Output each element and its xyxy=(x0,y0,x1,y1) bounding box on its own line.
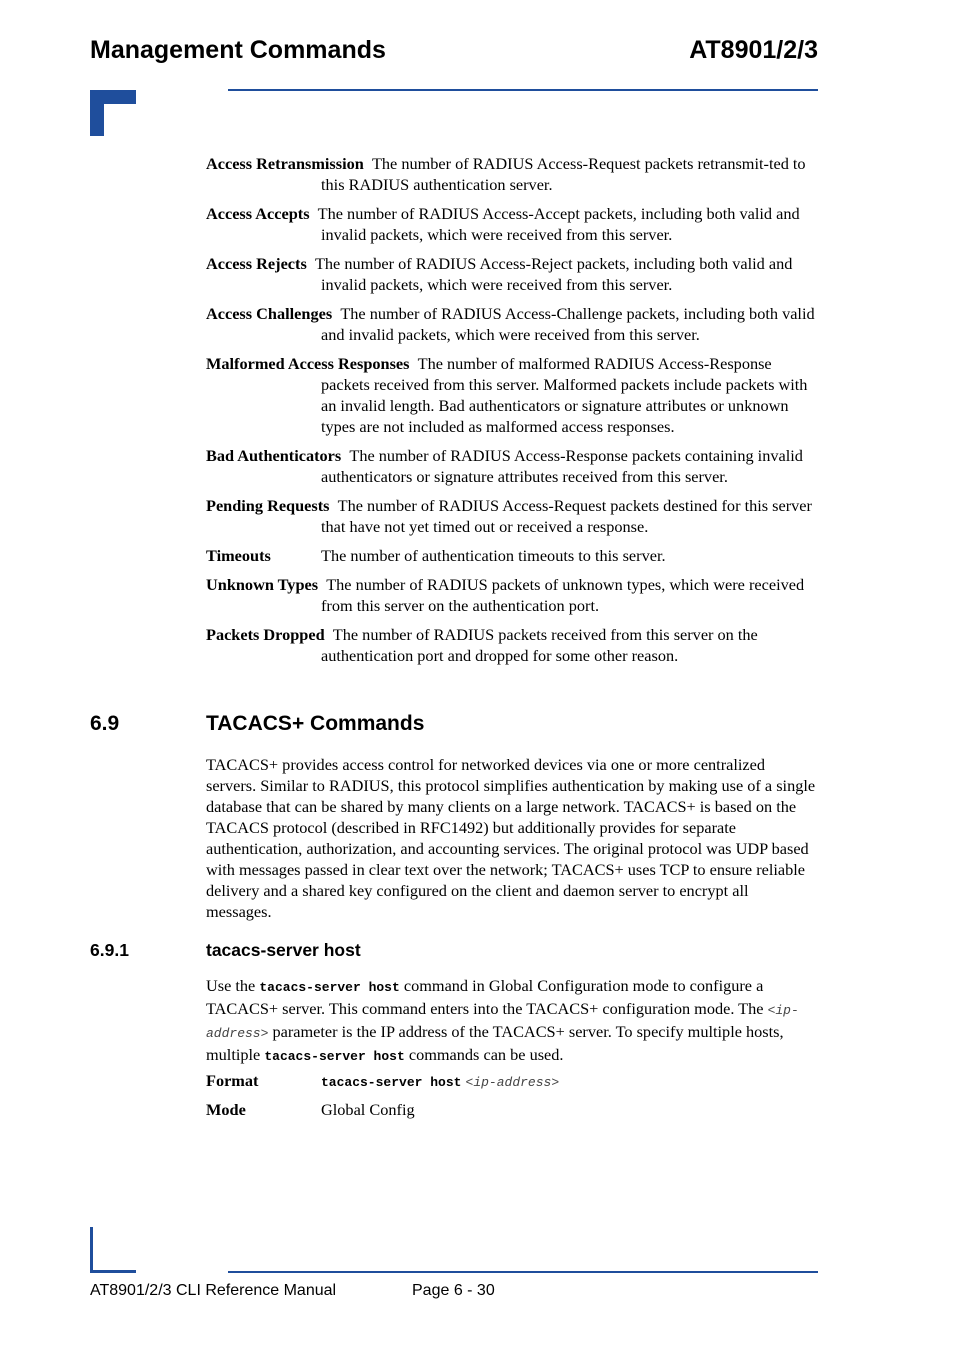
definition-packets-dropped xyxy=(206,624,818,666)
header-product: AT8901/2/3 xyxy=(689,36,818,64)
definition-term: Access Challenges xyxy=(206,304,333,323)
definition-desc: The number of RADIUS Access-Accept packets, including both valid and invalid packets, which were received from this server. xyxy=(317,204,800,244)
body-text: command in Global Configuration mode to configure a TACACS+ server. This command enters into the TACACS+ configuration mode. The xyxy=(206,976,764,1018)
subsection-title: tacacs-server host xyxy=(206,940,361,960)
definition-desc: The number of RADIUS Access-Response packets containing invalid authenticators or signature attributes received from this server. xyxy=(321,446,803,486)
definition-timeouts xyxy=(206,545,818,566)
body-text: commands can be used. xyxy=(408,1045,564,1064)
footer-rule xyxy=(228,1271,818,1273)
definition-desc: The number of RADIUS Access-Challenge packets, including both valid and invalid packets, which were received from this server. xyxy=(321,304,815,344)
definition-term: Packets Dropped xyxy=(206,625,325,644)
format-parameter: <ip-address> xyxy=(465,1075,560,1090)
section-body: TACACS+ provides access control for networked devices via one or more centralized servers. Similar to RADIUS, this protocol simplifies authentication by making use of a single database that can be shared by many clients on a large network. TACACS+ is based on the TACACS protocol (described in RFC1492) but additionally provides for separate authentication, authorization, and accounting services. The original protocol was UDP based with messages passed in clear text over the network; TACACS+ uses TCP to ensure reliable delivery and a shared key configured on the client and daemon server to encrypt all messages. xyxy=(206,755,816,921)
definition-list xyxy=(206,153,818,674)
subsection-body xyxy=(206,975,818,1067)
definition-term: Bad Authenticators xyxy=(206,446,342,465)
corner-mark-top-vertical xyxy=(90,90,104,136)
header-rule xyxy=(228,89,818,91)
definition-desc: The number of RADIUS Access-Reject packets, including both valid and invalid packets, which were received from this server. xyxy=(314,254,793,294)
definition-pending-requests xyxy=(206,495,818,537)
definition-term: Timeouts xyxy=(206,546,271,565)
mode-label: Mode xyxy=(206,1100,246,1119)
body-text: Use the xyxy=(206,976,256,995)
definition-term: Unknown Types xyxy=(206,575,319,594)
definition-access-rejects xyxy=(206,253,818,295)
parameter: <ip-address> xyxy=(206,1003,799,1041)
definition-desc: The number of RADIUS Access-Request packets destined for this server that have not yet timed out or received a response. xyxy=(321,496,812,536)
mode-row xyxy=(206,1099,415,1120)
definition-desc: The number of RADIUS packets received from this server on the authentication port and dropped for some other reason. xyxy=(321,625,758,665)
definition-malformed-access-responses xyxy=(206,353,818,437)
format-row xyxy=(206,1070,559,1093)
definition-desc: The number of malformed RADIUS Access-Response packets received from this server. Malformed packets include packets with an invalid length. Bad authenticators or signature attributes or unknown types are not included as malformed access responses. xyxy=(321,354,808,436)
section-heading xyxy=(90,712,424,736)
corner-mark-bottom-vertical xyxy=(90,1227,93,1273)
section-title: TACACS+ Commands xyxy=(206,712,425,735)
corner-mark-bottom xyxy=(90,1270,136,1273)
definition-term: Access Retransmission xyxy=(206,154,364,173)
definition-term: Access Rejects xyxy=(206,254,307,273)
mode-value: Global Config xyxy=(321,1100,415,1119)
format-label: Format xyxy=(206,1071,259,1090)
definition-term: Pending Requests xyxy=(206,496,330,515)
definition-access-retransmission xyxy=(206,153,818,195)
definition-unknown-types xyxy=(206,574,818,616)
definition-access-accepts xyxy=(206,203,818,245)
format-command: tacacs-server host xyxy=(321,1075,462,1090)
footer-page-number: Page 6 - 30 xyxy=(412,1282,495,1299)
definition-desc: The number of RADIUS Access-Request packets retransmit-ted to this RADIUS authentication server. xyxy=(321,154,806,194)
header-title: Management Commands xyxy=(90,36,386,64)
definition-term: Malformed Access Responses xyxy=(206,354,410,373)
definition-desc: The number of RADIUS packets of unknown types, which were received from this server on the authentication port. xyxy=(321,575,805,615)
command-name: tacacs-server host xyxy=(259,980,400,995)
section-number: 6.9 xyxy=(90,712,120,735)
body-text: parameter is the IP address of the TACACS+ server. To specify multiple hosts, multiple xyxy=(206,1022,784,1064)
subsection-heading xyxy=(90,940,361,961)
definition-term: Access Accepts xyxy=(206,204,310,223)
definition-desc: The number of authentication timeouts to this server. xyxy=(321,546,666,565)
footer-manual-title: AT8901/2/3 CLI Reference Manual xyxy=(90,1282,337,1299)
definition-access-challenges xyxy=(206,303,818,345)
definition-bad-authenticators xyxy=(206,445,818,487)
command-name: tacacs-server host xyxy=(264,1049,405,1064)
subsection-number: 6.9.1 xyxy=(90,940,129,960)
